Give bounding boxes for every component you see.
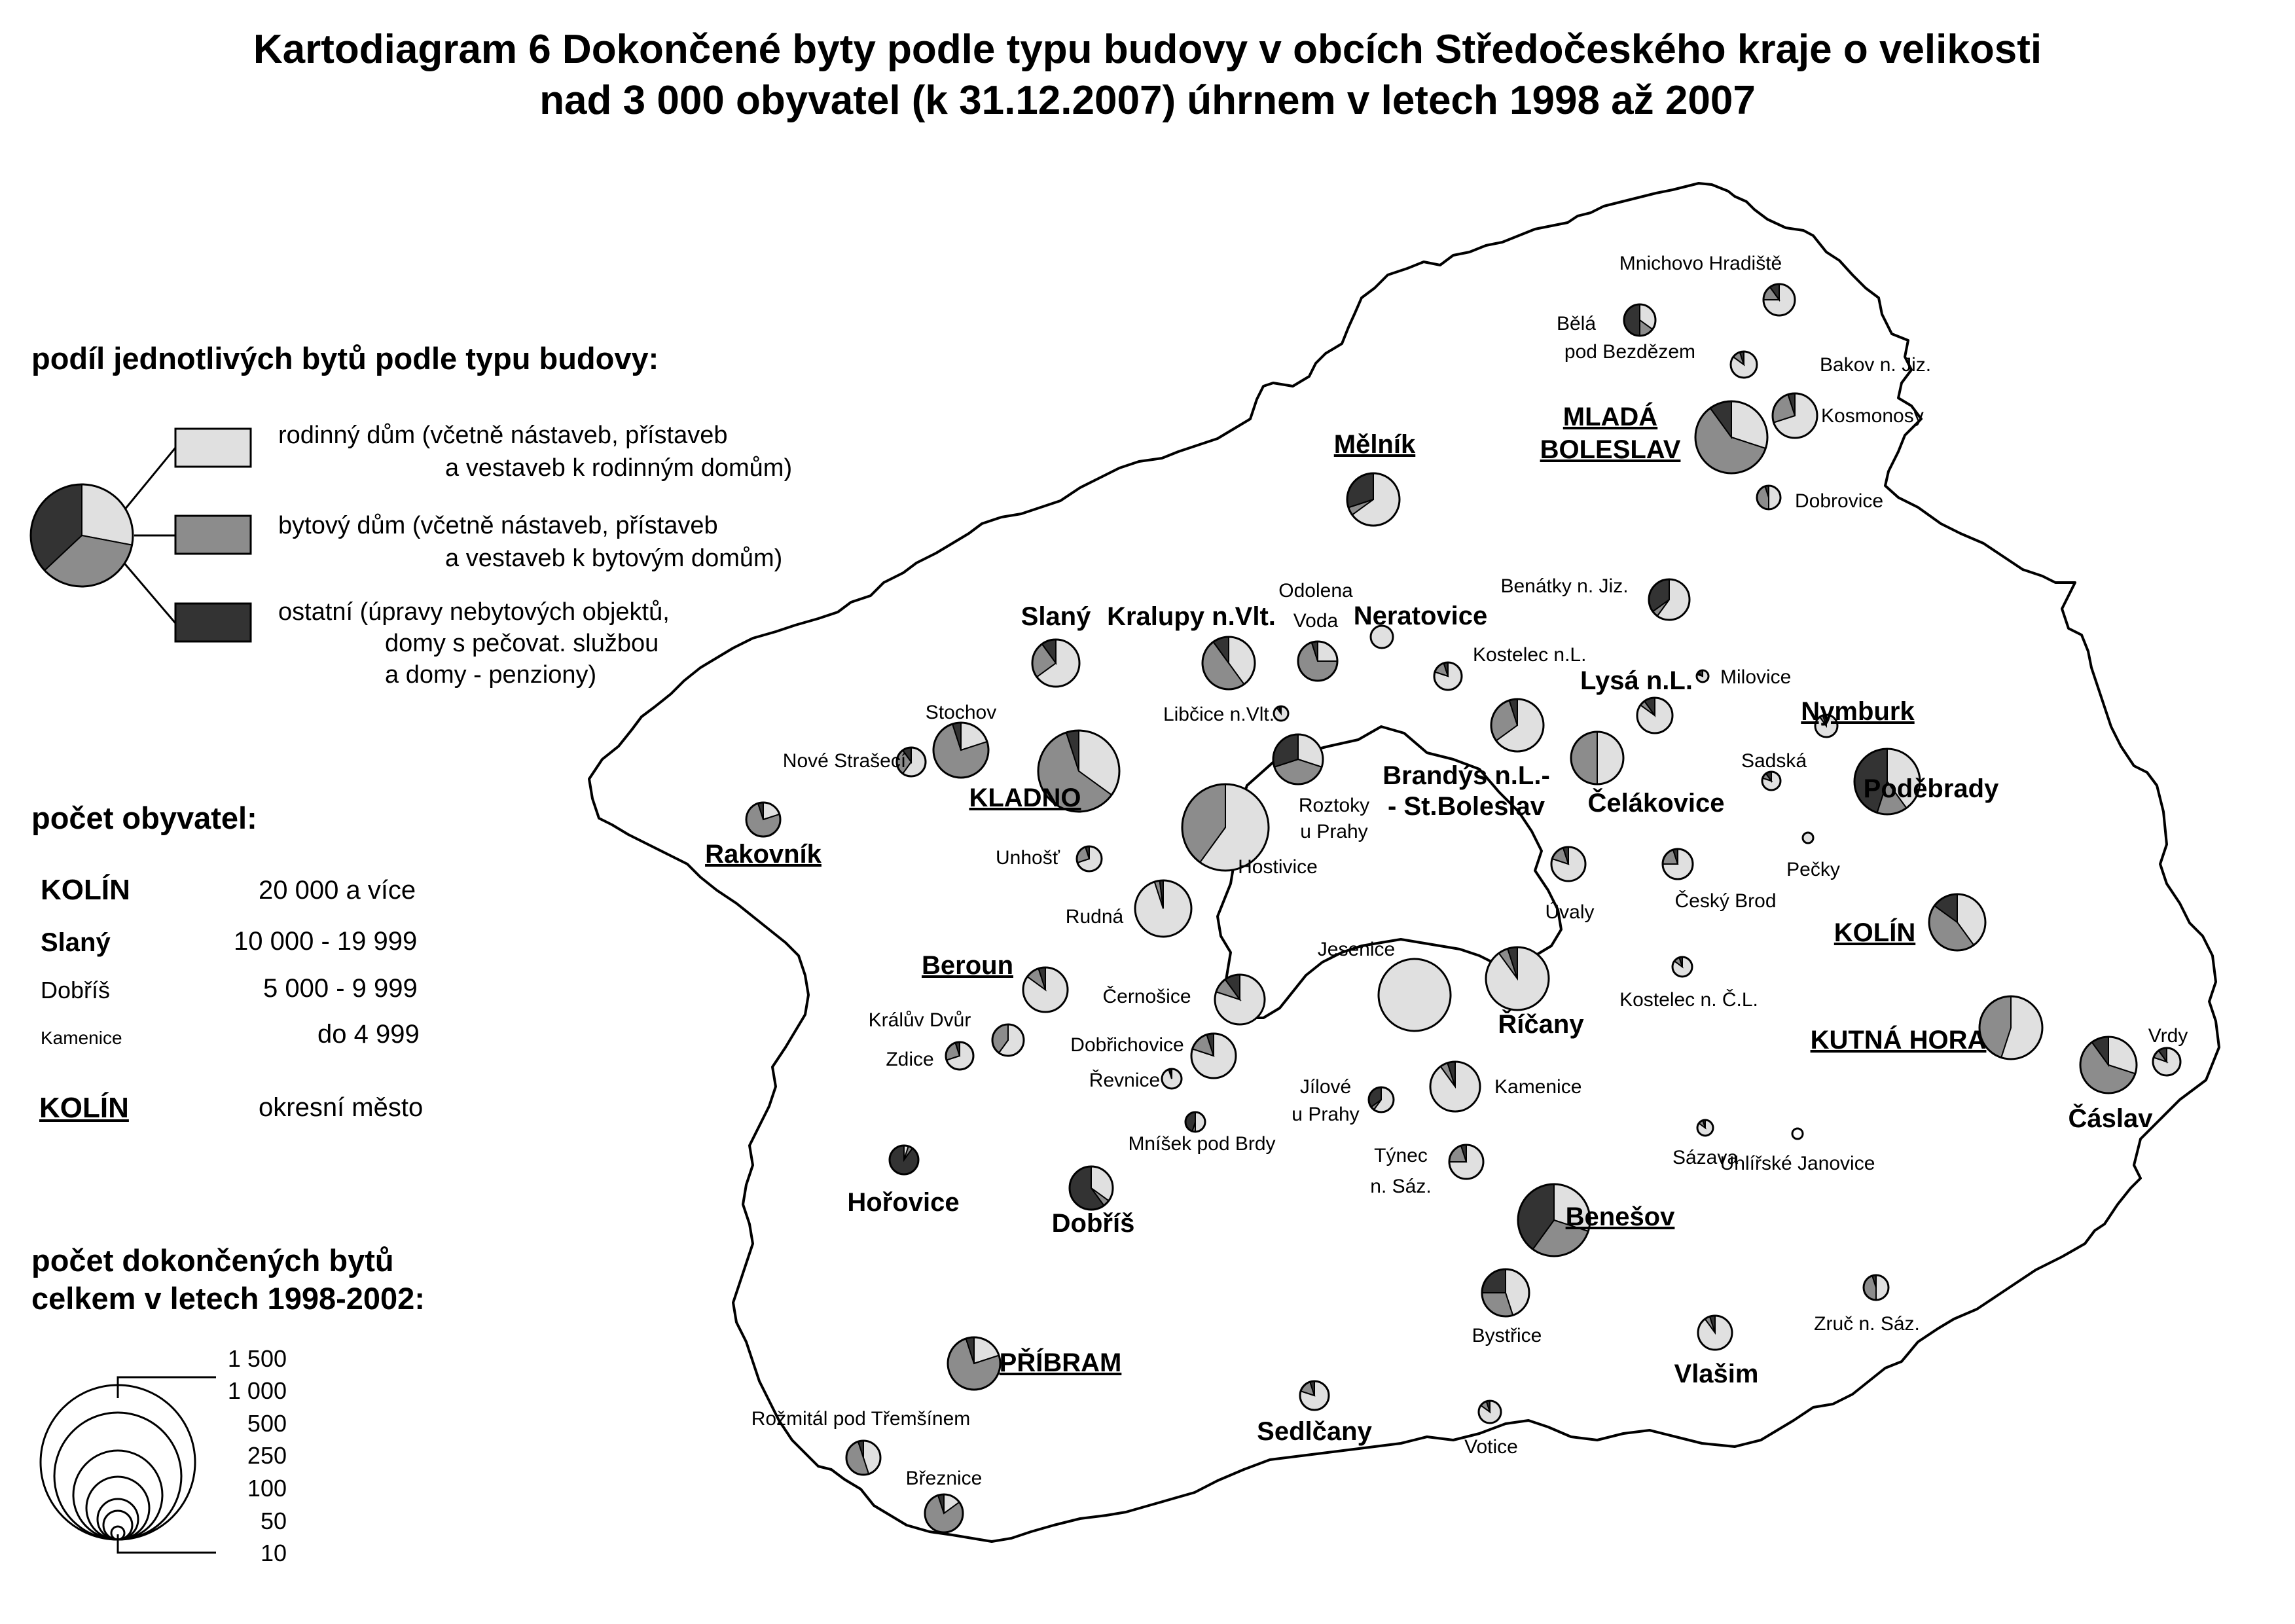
- town-28-pie: [1803, 833, 1813, 843]
- town-14-label: Milovice: [1720, 666, 1792, 688]
- town-30-pie: [1663, 849, 1693, 879]
- town-50-label-1: n. Sáz.: [1370, 1176, 1432, 1197]
- town-18-label: Nové Strašecí: [782, 750, 907, 772]
- town-47-pie: [1185, 1112, 1205, 1132]
- town-60-pie: [846, 1441, 880, 1475]
- town-35-pie: [1215, 975, 1265, 1024]
- town-22-pie: [1762, 772, 1780, 790]
- town-42-pie: [1162, 1069, 1182, 1089]
- town-59-label: Votice: [1464, 1436, 1518, 1458]
- town-59-pie: [1479, 1401, 1501, 1423]
- town-53-label: Benešov: [1565, 1202, 1675, 1231]
- town-7-pie: [1649, 579, 1690, 620]
- map-title-line2: nad 3 000 obyvatel (k 31.12.2007) úhrnem v letech 1998 až 2007: [539, 78, 1756, 123]
- size-label-3: 250: [247, 1442, 287, 1469]
- town-layer: [705, 253, 2188, 1532]
- town-51-label: Uhlířské Janovice: [1720, 1153, 1875, 1174]
- town-39-pie: [1979, 996, 2042, 1059]
- town-49-label: Sázava: [1672, 1147, 1739, 1168]
- legend-district-example: KOLÍN: [39, 1092, 129, 1124]
- legend-population-heading: počet obyvatel:: [31, 801, 257, 835]
- town-6-pie: [1347, 473, 1400, 526]
- legend-family-line1: rodinný dům (včetně nástaveb, přístaveb: [278, 422, 728, 449]
- size-label-1: 1 000: [227, 1377, 287, 1404]
- town-46-label: Čáslav: [2068, 1104, 2153, 1133]
- town-3-label: Kosmonosy: [1821, 405, 1924, 427]
- town-54-label: Zruč n. Sáz.: [1814, 1313, 1920, 1335]
- town-11-pie: [1032, 640, 1079, 687]
- size-label-0: 1 500: [227, 1345, 287, 1372]
- town-0-label: Mnichovo Hradiště: [1619, 253, 1782, 274]
- town-2-label: Bakov n. Jiz.: [1820, 354, 1932, 376]
- town-57-pie: [1698, 1316, 1732, 1350]
- town-49-pie: [1697, 1120, 1713, 1136]
- town-31-label: Rudná: [1065, 906, 1124, 928]
- town-10-pie: [1434, 662, 1462, 690]
- town-25-label-0: Roztoky: [1298, 795, 1370, 816]
- swatch-family: [175, 429, 251, 467]
- legend-size-heading-1: počet dokončených bytů: [31, 1243, 394, 1278]
- legend-apartment-line1: bytový dům (včetně nástaveb, přístaveb: [278, 512, 718, 539]
- town-32-label: KOLÍN: [1834, 918, 1916, 947]
- size-circle-0: [41, 1385, 195, 1540]
- legend-types-heading: podíl jednotlivých bytů podle typu budovy:: [31, 341, 659, 376]
- swatch-other: [175, 604, 251, 641]
- town-15-label: Nymburk: [1801, 697, 1915, 726]
- legend-family-line2: a vestaveb k rodinným domům): [445, 454, 793, 482]
- town-46-pie: [2080, 1037, 2137, 1093]
- legend-pop-range-tiny: do 4 999: [317, 1020, 420, 1049]
- town-54-pie: [1864, 1275, 1888, 1300]
- town-17-pie: [933, 723, 988, 778]
- legend-apartment-line2: a vestaveb k bytovým domům): [445, 545, 783, 572]
- town-52-pie: [1070, 1166, 1113, 1210]
- size-circle-3: [86, 1477, 149, 1540]
- town-26-label: Hostivice: [1238, 856, 1318, 878]
- town-17-label: Stochov: [925, 702, 997, 723]
- town-21-pie-slice-1: [1571, 732, 1597, 784]
- town-1-label-0: Bělá: [1556, 313, 1597, 334]
- town-34-pie: [1379, 959, 1451, 1031]
- town-36-label: Říčany: [1498, 1010, 1584, 1039]
- town-22-label: Sadská: [1741, 750, 1807, 772]
- town-47-label: Mníšek pod Brdy: [1128, 1133, 1276, 1155]
- legend-pie-slice-0: [82, 484, 133, 545]
- legend-pop-name-medium: Slaný: [41, 928, 111, 957]
- town-40-label: Zdice: [886, 1049, 934, 1070]
- town-44-label: Kamenice: [1494, 1076, 1582, 1098]
- town-58-label: Sedlčany: [1257, 1417, 1372, 1446]
- town-8-pie: [1298, 641, 1337, 681]
- town-8-label-1: Voda: [1293, 610, 1339, 632]
- town-48-label: Hořovice: [847, 1188, 960, 1217]
- town-43-label-1: u Prahy: [1292, 1104, 1360, 1125]
- town-47-pie-slice-0: [1195, 1112, 1205, 1132]
- town-43-label-0: Jílové: [1299, 1076, 1352, 1098]
- town-52-label: Dobříš: [1051, 1209, 1135, 1238]
- legend-pie: [31, 484, 133, 586]
- town-55-pie: [1482, 1269, 1529, 1316]
- town-1-pie-slice-2: [1624, 304, 1640, 336]
- town-55-label: Bystřice: [1472, 1325, 1542, 1346]
- legend-type-swatches: [118, 429, 251, 641]
- town-36-pie: [1486, 947, 1549, 1010]
- town-50-pie: [1449, 1145, 1483, 1179]
- town-51-pie: [1792, 1128, 1803, 1139]
- town-11-label: Slaný: [1021, 602, 1091, 631]
- legend-other-line1: ostatní (úpravy nebytových objektů,: [278, 598, 670, 626]
- town-39-label: KUTNÁ HORA: [1810, 1026, 1987, 1055]
- town-33-label: Beroun: [922, 951, 1013, 980]
- town-29-label: Úvaly: [1545, 901, 1595, 923]
- legend-pop-range-small: 5 000 - 9 999: [263, 974, 418, 1003]
- town-33-pie: [1023, 967, 1068, 1012]
- town-13-label: Lysá n.L.: [1580, 666, 1693, 695]
- town-13-pie: [1637, 698, 1672, 733]
- town-37-pie: [1672, 957, 1692, 977]
- legend-other-line2: domy s pečovat. službou: [385, 630, 659, 657]
- town-12-label: Kralupy n.Vlt.: [1107, 602, 1276, 631]
- town-21-pie-slice-0: [1597, 732, 1623, 784]
- size-label-5: 50: [260, 1507, 287, 1534]
- town-40-pie: [946, 1042, 973, 1070]
- town-16-label: Libčice n.Vlt.: [1163, 704, 1275, 725]
- town-61-label: Březnice: [905, 1468, 983, 1489]
- town-28-label: Pečky: [1786, 859, 1840, 880]
- town-38-label: Králův Dvůr: [868, 1009, 971, 1031]
- legend-pop-range-large: 20 000 a více: [259, 876, 416, 905]
- town-43-pie: [1369, 1087, 1394, 1112]
- town-20-pie: [1491, 699, 1544, 751]
- town-50-label-0: Týnec: [1374, 1145, 1428, 1166]
- town-45-pie: [2153, 1048, 2180, 1075]
- town-24-label: Rakovník: [705, 840, 822, 869]
- town-25-label-1: u Prahy: [1300, 821, 1368, 842]
- legend-pop-name-small: Dobříš: [41, 977, 111, 1003]
- town-21-pie: [1571, 732, 1623, 784]
- region-outline: [589, 183, 2219, 1542]
- town-35-label: Černošice: [1102, 986, 1191, 1007]
- town-6-label: Mělník: [1333, 430, 1416, 459]
- town-21-label: Čelákovice: [1587, 789, 1725, 818]
- town-44-pie: [1430, 1062, 1480, 1111]
- town-5-label: Dobrovice: [1795, 490, 1884, 512]
- town-37-label: Kostelec n. Č.L.: [1619, 989, 1758, 1011]
- town-23-label: Poděbrady: [1863, 774, 1999, 803]
- town-20-label-0: Brandýs n.L.-: [1382, 761, 1550, 790]
- town-4-label-1: BOLESLAV: [1540, 435, 1681, 464]
- town-14-pie: [1697, 670, 1708, 682]
- town-32-pie: [1929, 894, 1985, 950]
- town-5-pie: [1757, 486, 1780, 509]
- town-31-pie: [1135, 880, 1191, 937]
- town-25-pie: [1273, 734, 1323, 784]
- size-label-6: 10: [260, 1540, 287, 1566]
- size-legend-circles: [41, 1345, 287, 1566]
- swatch-apartment: [175, 516, 251, 554]
- town-12-pie: [1202, 637, 1255, 689]
- town-19-label: KLADNO: [969, 784, 1081, 812]
- town-34-label: Jesenice: [1317, 939, 1396, 960]
- town-30-label: Český Brod: [1674, 890, 1777, 912]
- town-61-pie: [925, 1494, 963, 1532]
- town-16-pie: [1274, 706, 1288, 721]
- town-57-label: Vlašim: [1674, 1360, 1759, 1388]
- town-58-pie: [1300, 1381, 1329, 1410]
- town-10-label: Kostelec n.L.: [1473, 644, 1587, 666]
- town-60-label: Rožmitál pod Třemšínem: [751, 1408, 971, 1430]
- town-7-label: Benátky n. Jiz.: [1500, 575, 1629, 597]
- size-leader-top: [118, 1377, 216, 1398]
- town-8-label-0: Odolena: [1278, 580, 1353, 602]
- town-29-pie: [1551, 847, 1585, 881]
- town-56-label: PŘÍBRAM: [999, 1348, 1122, 1377]
- size-label-2: 500: [247, 1410, 287, 1437]
- legend-district-label: okresní město: [259, 1093, 424, 1122]
- town-24-pie: [746, 803, 780, 837]
- map-title-line1: Kartodiagram 6 Dokončené byty podle typu budovy v obcích Středočeského kraje o velikosti: [253, 27, 2042, 72]
- legend-pop-range-medium: 10 000 - 19 999: [234, 927, 418, 956]
- size-label-4: 100: [247, 1475, 287, 1502]
- legend-pop-name-large: KOLÍN: [41, 874, 130, 906]
- town-38-pie: [992, 1024, 1024, 1056]
- town-56-pie: [948, 1337, 1000, 1390]
- town-48-pie: [890, 1146, 918, 1174]
- town-27-label: Unhošť: [996, 847, 1060, 869]
- town-27-pie: [1077, 846, 1102, 871]
- town-5-pie-slice-0: [1769, 486, 1780, 509]
- town-41-label: Dobřichovice: [1070, 1034, 1184, 1056]
- legend-pop-name-tiny: Kamenice: [41, 1028, 122, 1048]
- town-4-label-0: MLADÁ: [1563, 403, 1658, 431]
- town-2-pie: [1731, 352, 1757, 378]
- town-42-label: Řevnice: [1089, 1070, 1161, 1091]
- legend-other-line3: a domy - penziony): [385, 661, 597, 689]
- town-4-pie: [1695, 401, 1767, 473]
- town-0-pie: [1763, 284, 1795, 316]
- town-1-pie: [1624, 304, 1655, 336]
- town-1-label-1: pod Bezdězem: [1564, 341, 1696, 363]
- town-9-label: Neratovice: [1353, 602, 1488, 630]
- town-3-pie: [1773, 393, 1817, 438]
- town-45-label: Vrdy: [2148, 1025, 2188, 1047]
- legend-size-heading-2: celkem v letech 1998-2002:: [31, 1281, 425, 1316]
- town-41-pie: [1191, 1034, 1236, 1078]
- town-20-label-1: - St.Boleslav: [1387, 792, 1545, 821]
- legend-example-pie: [31, 484, 133, 586]
- town-54-pie-slice-0: [1876, 1275, 1888, 1300]
